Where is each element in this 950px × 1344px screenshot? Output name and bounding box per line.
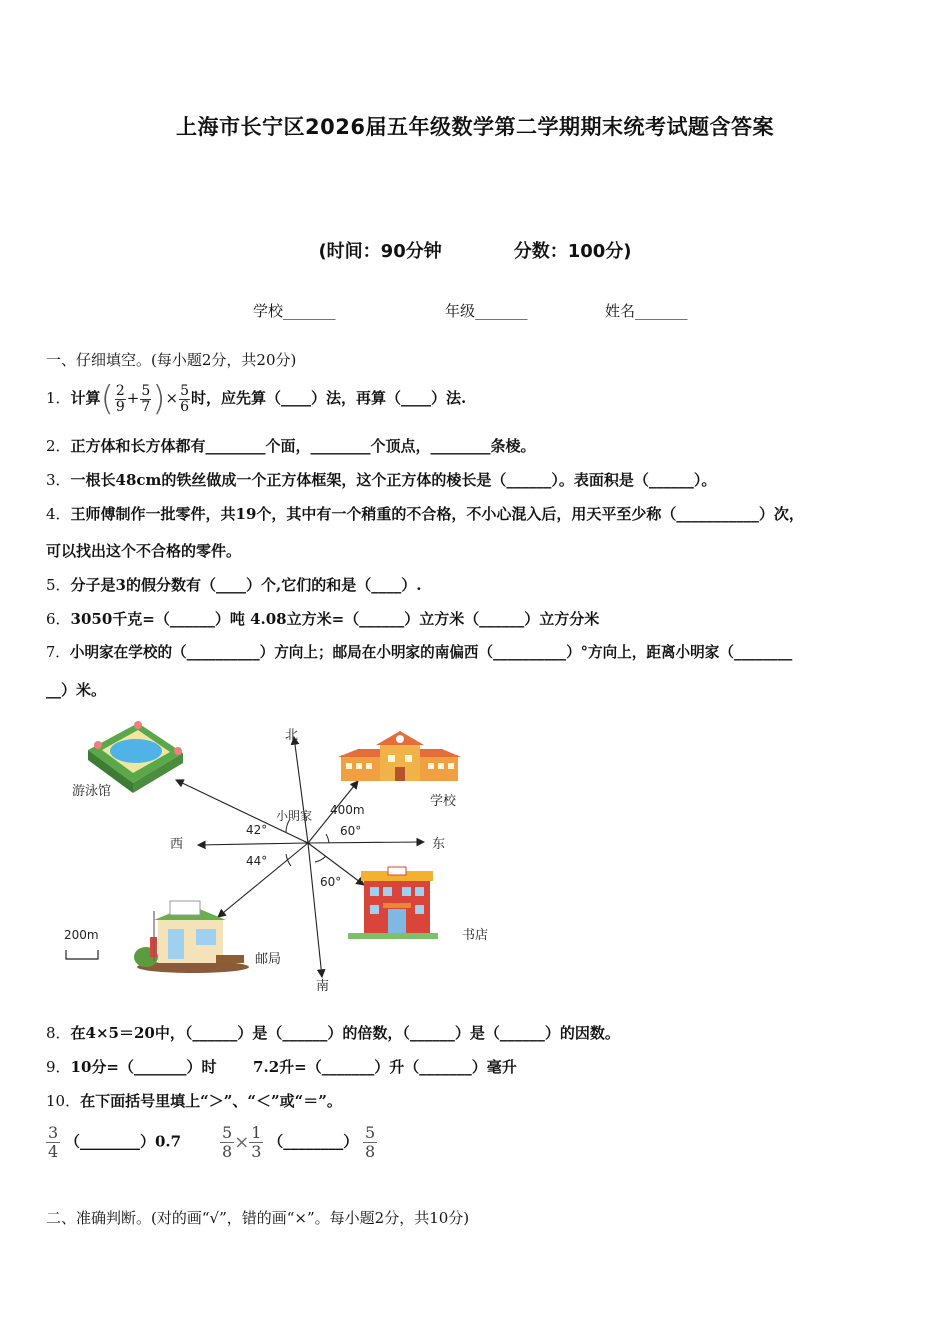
label-post: 邮局	[255, 952, 282, 967]
question-3: 3．一根长48cm的铁丝做成一个正方体框架，这个正方体的棱长是（______）。表面积是（______）。	[46, 471, 717, 489]
fraction: $\frac{5}{6}$	[180, 382, 190, 415]
question-1: 1．计算( $\frac{2}{9}$ + $\frac{5}{7}$ )× $\frac{5}{6}$ 时，应先算（____）法，再算（____）法.	[46, 379, 467, 419]
label-home: 小明家	[276, 809, 313, 823]
angle-nw: 42°	[246, 823, 268, 837]
school-field: 学校_______	[253, 302, 336, 320]
page-title: 上海市长宁区2026届五年级数学第二学期期末统考试题含答案	[176, 115, 774, 139]
section1-heading: 一、仔细填空。(每小题2分，共20分)	[46, 351, 297, 369]
label-east: 东	[432, 837, 446, 852]
fraction: $\frac{5}{8}$	[365, 1123, 376, 1161]
west-axis	[198, 843, 308, 845]
fraction: $\frac{3}{4}$	[48, 1123, 59, 1161]
label-school: 学校	[430, 794, 457, 809]
fraction: $\frac{5}{7}$	[141, 382, 151, 415]
question-7-cont: __）米。	[46, 681, 107, 699]
label-north: 北	[285, 728, 299, 743]
school-icon	[338, 731, 461, 781]
fraction: $\frac{2}{9}$	[115, 382, 125, 415]
question-8: 8．在4×5＝20中，（______）是（______）的倍数，（______）是（______）的因数。	[46, 1024, 620, 1042]
north-axis	[294, 737, 308, 843]
angle-sw: 44°	[246, 854, 268, 868]
fraction: $\frac{5}{8}$	[222, 1123, 233, 1161]
question-7: 7．小明家在学校的（__________）方向上；邮局在小明家的南偏西（__________）°方向上，距离小明家（________	[46, 644, 793, 661]
section2-heading: 二、准确判断。(对的画“√”，错的画“×”。每小题2分，共10分)	[46, 1209, 470, 1227]
angle-se: 60°	[320, 875, 342, 889]
answer-blank[interactable]: （________）	[268, 1132, 359, 1151]
answer-blank[interactable]: （________）	[64, 1132, 155, 1151]
bookstore-icon	[348, 867, 438, 939]
compare-expression-1: $\frac{3}{4}$ （________）0.7	[48, 1123, 182, 1161]
direction-map	[58, 715, 508, 1000]
label-west: 西	[170, 837, 184, 852]
label-south: 南	[316, 979, 330, 994]
exam-score: 分数：100分)	[513, 241, 632, 262]
question-2: 2．正方体和长方体都有________个面，________个顶点，________条棱。	[46, 437, 536, 455]
pool-icon	[88, 721, 183, 793]
name-field: 姓名_______	[605, 302, 688, 320]
label-distance: 400m	[330, 803, 365, 817]
angle-ne: 60°	[340, 824, 362, 838]
compare-expression-2: $\frac{5}{8}$ × $\frac{1}{3}$ （________） $\frac{5}{8}$	[222, 1123, 376, 1161]
exam-time: (时间：90分钟	[318, 241, 442, 262]
south-axis	[308, 843, 322, 977]
exam-meta	[0, 237, 950, 263]
question-4: 4．王师傅制作一批零件，共19个，其中有一个稍重的不合格，不小心混入后，用天平至少称（___________）次，	[46, 505, 804, 523]
fraction: $\frac{1}{3}$	[251, 1123, 262, 1161]
post-office-icon	[134, 901, 249, 973]
east-axis	[308, 842, 424, 843]
question-10: 10．在下面括号里填上“＞”、“＜”或“＝”。	[46, 1092, 342, 1110]
label-pool: 游泳馆	[72, 784, 112, 799]
scale-bar	[66, 950, 98, 959]
label-bookstore: 书店	[462, 928, 489, 943]
label-scale: 200m	[64, 928, 99, 942]
grade-field: 年级_______	[445, 302, 528, 320]
question-5: 5．分子是3的假分数有（____）个,它们的和是（____）.	[46, 576, 422, 594]
question-4-cont: 可以找出这个不合格的零件。	[46, 542, 242, 560]
question-9: 9．10分=（_______）时 7.2升=（_______）升（_______）毫升	[46, 1058, 517, 1076]
question-6: 6．3050千克=（______）吨 4.08立方米=（______）立方米（______）立方分米	[46, 610, 600, 628]
